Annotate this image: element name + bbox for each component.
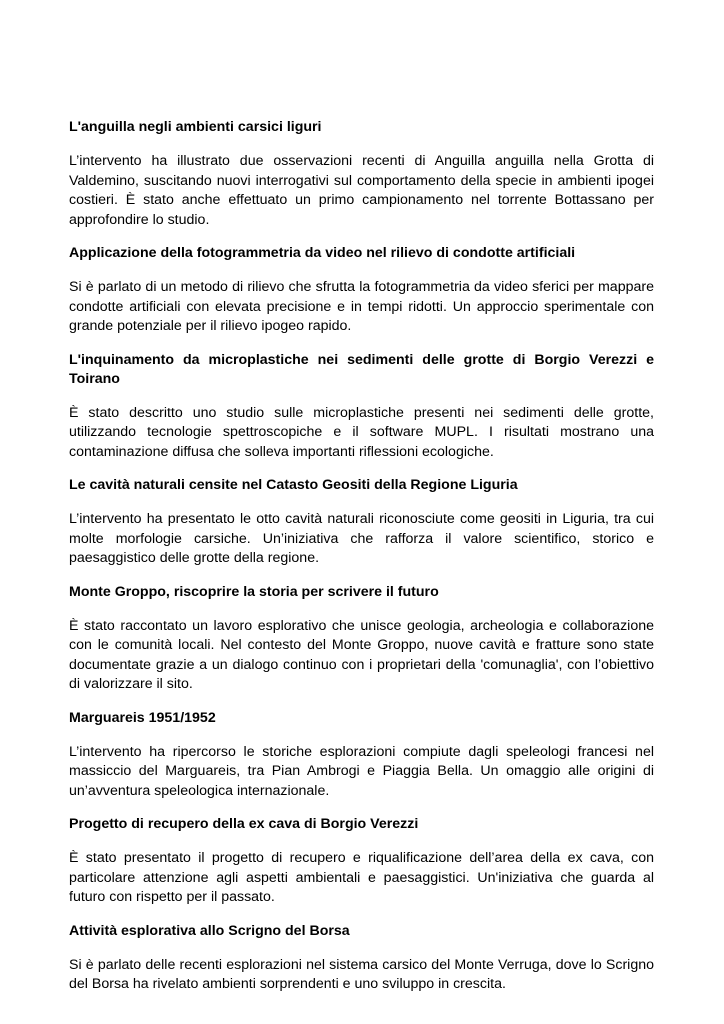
section-heading: Attività esplorativa allo Scrigno del Borsa	[69, 922, 350, 939]
section-microplastiche	[69, 351, 654, 463]
section-heading: Progetto di recupero della ex cava di Borgio Verezzi	[69, 816, 419, 832]
section-scrigno-borsa	[69, 922, 654, 995]
section-heading: L'anguilla negli ambienti carsici liguri	[69, 119, 322, 135]
section-fotogrammetria	[69, 244, 654, 337]
section-body: L’intervento ha illustrato due osservazioni recenti di Anguilla anguilla nella Grotta di Valdemino, suscitando nuovi interrogativi sul comportamento della specie in ambienti ipogei costieri. È stato anche effettuato un primo campionamento nel torrente Bottassano per approfondire lo studio.	[69, 153, 654, 228]
section-heading: Le cavità naturali censite nel Catasto Geositi della Regione Liguria	[69, 477, 518, 493]
section-heading: Monte Groppo, riscoprire la storia per scrivere il futuro	[69, 583, 439, 600]
section-heading: Marguareis 1951/1952	[69, 709, 216, 726]
section-catasto-geositi	[69, 476, 654, 569]
section-heading: Applicazione della fotogrammetria da video nel rilievo di condotte artificiali	[69, 245, 576, 261]
section-monte-groppo	[69, 583, 654, 695]
section-ex-cava	[69, 815, 654, 908]
section-body: Si è parlato delle recenti esplorazioni nel sistema carsico del Monte Verruga, dove lo Scrigno del Borsa ha rivelato ambienti sorprendenti e uno sviluppo in crescita.	[69, 956, 654, 992]
section-marguareis	[69, 709, 654, 802]
section-body: L’intervento ha presentato le otto cavità naturali riconosciute come geositi in Liguria, tra cui molte morfologie carsiche. Un’iniziativa che rafforza il valore scientifico, storico e paesaggistico delle grotte della regione.	[69, 511, 654, 566]
section-body: L’intervento ha ripercorso le storiche esplorazioni compiute dagli speleologi francesi nel massiccio del Marguareis, tra Pian Ambrogi e Piaggia Bella. Un omaggio alle origini di un’avventura speleologica internazionale.	[69, 743, 654, 799]
section-heading: L'inquinamento da microplastiche nei sedimenti delle grotte di Borgio Verezzi e Toirano	[69, 351, 654, 387]
section-body: È stato descritto uno studio sulle microplastiche presenti nei sedimenti delle grotte, utilizzando tecnologie spettroscopiche e il software MUPL. I risultati mostrano una contaminazione diffusa che solleva importanti riflessioni ecologiche.	[69, 404, 654, 460]
section-body: È stato presentato il progetto di recupero e riqualificazione dell’area della ex cava, con particolare attenzione agli aspetti ambientali e paesaggistici. Un'iniziativa che guarda al futuro con rispetto per il passato.	[69, 850, 654, 905]
section-body: Si è parlato di un metodo di rilievo che sfrutta la fotogrammetria da video sferici per mappare condotte artificiali con elevata precisione e in tempi ridotti. Un approccio sperimentale con grande potenziale per il rilievo ipogeo rapido.	[69, 279, 654, 334]
section-body: È stato raccontato un lavoro esplorativo che unisce geologia, archeologia e collaborazione con le comunità locali. Nel contesto del Monte Groppo, nuove cavità e fratture sono state documentate grazie a un dialogo continuo con i proprietari della 'comunaglia', con l’obiettivo di valorizzare il sito.	[69, 617, 654, 692]
section-anguilla	[69, 118, 654, 230]
document-content	[69, 118, 654, 1009]
